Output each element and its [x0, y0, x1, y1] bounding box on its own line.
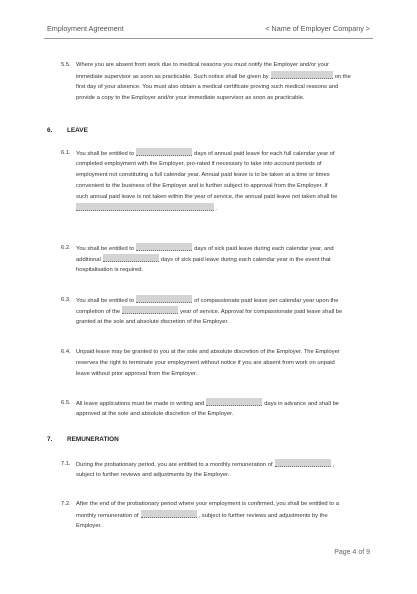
clause-number: 7.1.: [61, 461, 71, 467]
clause-line: provide a copy to the Employer and/or your immediate supervisor as soon as practicable.: [76, 95, 305, 101]
clause-6-1: [76, 148, 372, 214]
document-title: Employment Agreement: [47, 24, 124, 33]
section-title: LEAVE: [67, 127, 88, 134]
clause-line: additional: [76, 257, 101, 263]
section-heading-remuneration: [47, 436, 119, 443]
clause-line: leave without prior approval from the Employer.: [76, 371, 198, 377]
clause-line: year of service. Approval for compassionate paid leave shall be: [180, 309, 343, 315]
clause-line: reserves the right to terminate your employment without notice if you are absent from work on unpaid: [76, 360, 335, 366]
clause-number: 7.2.: [61, 501, 71, 507]
clause-line: You shall be entitled to: [76, 298, 135, 304]
clause-line: completed employment with the Employer, pro-rated if necessary to take into account periods of: [76, 161, 322, 167]
fill-in-blank[interactable]: [136, 148, 192, 156]
clause-number: 6.3.: [61, 297, 71, 303]
clause-line: During the probationary period, you are entitled to a monthly remuneration of: [76, 462, 273, 468]
clause-7-2: [76, 499, 372, 532]
section-number: 6.: [47, 127, 53, 134]
clause-line: of compassionate paid leave per calendar year upon the: [194, 298, 339, 304]
fill-in-blank[interactable]: [206, 398, 262, 406]
clause-line: days of sick paid leave during each calendar year, and: [194, 246, 334, 252]
clause-number: 6.2.: [61, 245, 71, 251]
fill-in-blank[interactable]: [275, 459, 331, 467]
clause-line: Employer.: [76, 523, 102, 529]
clause-6-2: [76, 243, 372, 276]
clause-line: first day of your absence. You must also obtain a medical certificate proving such medical reasons and: [76, 84, 339, 90]
clause-line: ,: [332, 462, 335, 468]
clause-line: subject to further reviews and adjustments by the Employer.: [76, 472, 230, 478]
clause-5-5: [76, 60, 372, 104]
clause-number: 6.1.: [61, 150, 71, 156]
fill-in-blank[interactable]: [136, 295, 192, 303]
fill-in-blank[interactable]: [103, 254, 159, 262]
clause-number: 6.4.: [61, 349, 71, 355]
page-number: Page 4 of 9: [334, 549, 370, 556]
clause-line: employment not constituting a full calendar year. Annual paid leave is to be taken at a time or times: [76, 172, 330, 178]
clause-line: convenient to the business of the Employer and is further subject to approval from the Employer. If: [76, 183, 328, 189]
fill-in-blank[interactable]: [271, 71, 333, 79]
clause-line: hospitalisation is required.: [76, 267, 144, 273]
clause-line: After the end of the probationary period where your employment is confirmed, you shall be entitled to a: [76, 501, 339, 507]
clause-line: approved at the sole and absolute discretion of the Employer.: [76, 411, 234, 417]
clause-line: All leave applications must be made in writing and: [76, 401, 205, 407]
clause-line: immediate supervisor as soon as practicable. Such notice shall be given by: [76, 74, 269, 80]
clause-6-3: [76, 295, 372, 328]
clause-line: .: [216, 206, 218, 212]
clause-number: 6.5.: [61, 400, 71, 406]
clause-number: 5.5.: [61, 62, 71, 68]
clause-line: completion of the: [76, 309, 121, 315]
clause-line: such annual paid leave is not taken within the year of service, the annual paid leave not taken shall be: [76, 194, 338, 200]
section-number: 7.: [47, 436, 53, 443]
fill-in-blank[interactable]: [141, 510, 197, 518]
fill-in-blank[interactable]: [76, 203, 214, 211]
clause-line: days in advance and shall be: [264, 401, 340, 407]
clause-line: days of sick paid leave during each calendar year in the event that: [160, 257, 331, 263]
clause-line: Where you are absent from work due to medical reasons you must notify the Employer and/or your: [76, 62, 329, 68]
fill-in-blank[interactable]: [136, 243, 192, 251]
clause-6-5: [76, 398, 372, 420]
clause-line: granted at the sole and absolute discretion of the Employer.: [76, 319, 229, 325]
clause-6-4: [76, 347, 372, 380]
clause-line: You shall be entitled to: [76, 151, 135, 157]
section-title: REMUNERATION: [67, 436, 119, 443]
header-divider: [44, 38, 373, 39]
company-name-placeholder: < Name of Employer Company >: [265, 24, 370, 33]
clause-line: monthly remuneration of: [76, 513, 139, 519]
fill-in-blank[interactable]: [122, 306, 178, 314]
section-heading-leave: [47, 127, 88, 134]
clause-line: Unpaid leave may be granted to you at the sole and absolute discretion of the Employer. The Employer: [76, 349, 340, 355]
clause-7-1: [76, 459, 372, 481]
clause-line: on the: [334, 74, 351, 80]
clause-line: , subject to further reviews and adjustments by the: [198, 513, 328, 519]
clause-line: days of annual paid leave for each full calendar year of: [194, 151, 335, 157]
clause-line: You shall be entitled to: [76, 246, 135, 252]
